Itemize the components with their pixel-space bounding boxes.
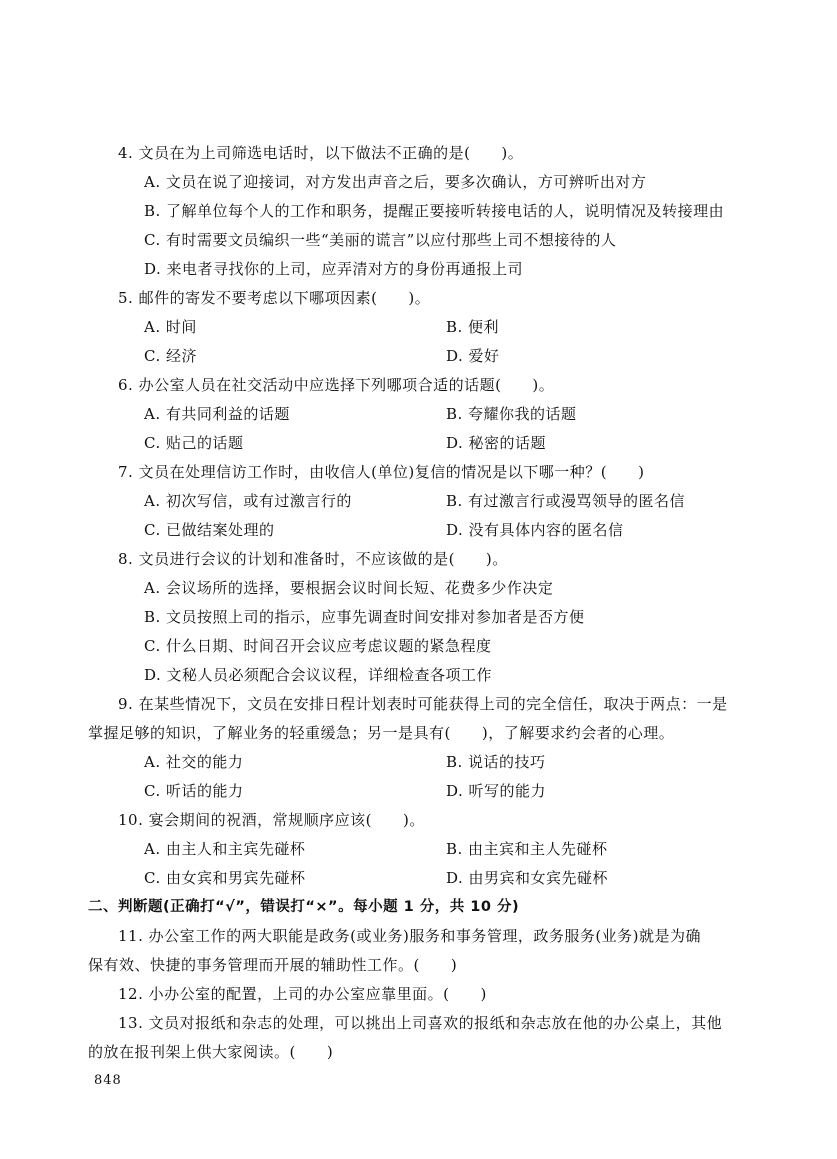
q5-option-b: B. 便利: [446, 318, 500, 336]
q11-line2: 保有效、快捷的事务管理而开展的辅助性工作。( ): [88, 956, 458, 974]
q6-option-b: B. 夸耀你我的话题: [446, 405, 577, 423]
q8-option-b: B. 文员按照上司的指示，应事先调查时间安排对参加者是否方便: [144, 608, 585, 626]
q6-stem: 6. 办公室人员在社交活动中应选择下列哪项合适的话题( )。: [118, 376, 555, 394]
q8-option-c: C. 什么日期、时间召开会议应考虑议题的紧急程度: [144, 637, 492, 655]
q9-option-a: A. 社交的能力: [144, 753, 244, 771]
q4-option-c: C. 有时需要文员编织一些“美丽的谎言”以应付那些上司不想接待的人: [144, 231, 617, 249]
q9-option-c: C. 听话的能力: [144, 782, 244, 800]
q8-option-d: D. 文秘人员必须配合会议议程，详细检查各项工作: [144, 666, 493, 684]
q10-option-d: D. 由男宾和女宾先碰杯: [446, 869, 609, 887]
q9-option-b: B. 说话的技巧: [446, 753, 546, 771]
q5-option-d: D. 爱好: [446, 347, 500, 365]
q9-stem-line2: 掌握足够的知识，了解业务的轻重缓急；另一是具有( )，了解要求约会者的心理。: [88, 724, 675, 742]
q10-stem: 10. 宴会期间的祝酒，常规顺序应该( )。: [118, 811, 425, 829]
q7-stem: 7. 文员在处理信访工作时，由收信人(单位)复信的情况是以下哪一种？( ): [118, 463, 645, 481]
q7-option-d: D. 没有具体内容的匿名信: [446, 521, 624, 539]
q6-option-a: A. 有共同利益的话题: [144, 405, 290, 423]
q5-option-c: C. 经济: [144, 347, 197, 365]
q5-stem: 5. 邮件的寄发不要考虑以下哪项因素( )。: [118, 289, 431, 307]
q10-option-a: A. 由主人和主宾先碰杯: [144, 840, 306, 858]
q9-option-d: D. 听写的能力: [446, 782, 547, 800]
q4-option-a: A. 文员在说了迎接词，对方发出声音之后，要多次确认，方可辨听出对方: [144, 173, 647, 191]
page-number: 848: [94, 1073, 122, 1088]
q8-stem: 8. 文员进行会议的计划和准备时，不应该做的是( )。: [118, 550, 508, 568]
q4-option-b: B. 了解单位每个人的工作和职务，提醒正要接听转接电话的人，说明情况及转接理由: [144, 202, 725, 220]
q11-line1: 11. 办公室工作的两大职能是政务(或业务)服务和事务管理，政务服务(业务)就是为确: [118, 927, 702, 945]
q8-option-a: A. 会议场所的选择，要根据会议时间长短、花费多少作决定: [144, 579, 554, 597]
q10-option-b: B. 由主宾和主人先碰杯: [446, 840, 608, 858]
q6-option-d: D. 秘密的话题: [446, 434, 547, 452]
q4-option-d: D. 来电者寻找你的上司，应弄清对方的身份再通报上司: [144, 260, 524, 278]
q4-stem: 4. 文员在为上司筛选电话时，以下做法不正确的是( )。: [118, 144, 524, 162]
q13-line1: 13. 文员对报纸和杂志的处理，可以挑出上司喜欢的报纸和杂志放在他的办公桌上，其他: [118, 1014, 723, 1032]
q7-option-c: C. 已做结案处理的: [144, 521, 275, 539]
q7-option-a: A. 初次写信，或有过激言行的: [144, 492, 352, 510]
q7-option-b: B. 有过激言行或漫骂领导的匿名信: [446, 492, 686, 510]
q10-option-c: C. 由女宾和男宾先碰杯: [144, 869, 306, 887]
q9-stem-line1: 9. 在某些情况下，文员在安排日程计划表时可能获得上司的完全信任，取决于两点：一是: [118, 695, 728, 713]
q13-line2: 的放在报刊架上供大家阅读。( ): [88, 1043, 334, 1061]
q12-line1: 12. 小办公室的配置，上司的办公室应靠里面。( ): [118, 985, 487, 1003]
q5-option-a: A. 时间: [144, 318, 197, 336]
q6-option-c: C. 贴己的话题: [144, 434, 244, 452]
section-heading-true-false: 二、判断题(正确打“√”，错误打“×”。每小题 1 分，共 10 分): [88, 899, 520, 915]
